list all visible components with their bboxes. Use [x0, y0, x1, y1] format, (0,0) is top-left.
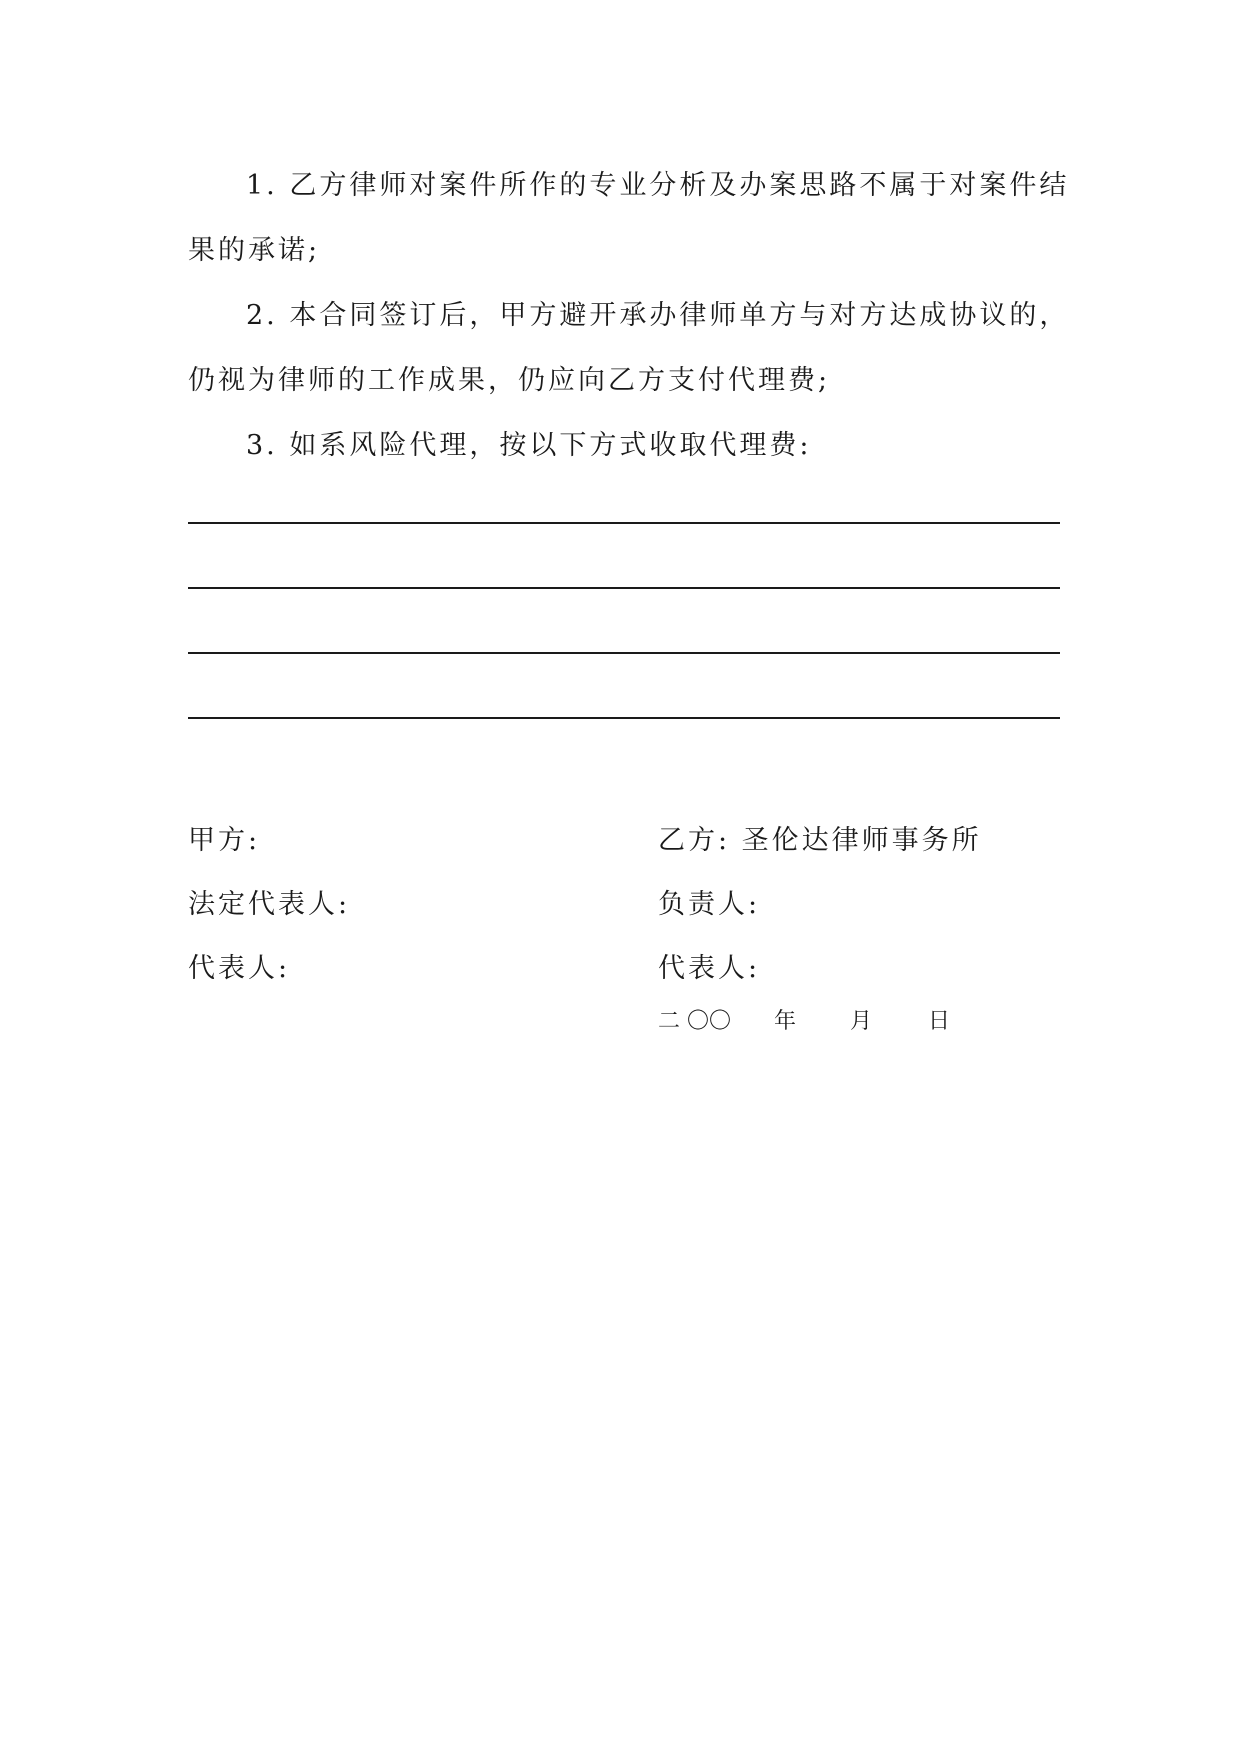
blank-line-2[interactable]	[188, 587, 1060, 589]
clause-2	[188, 283, 1070, 413]
clause-1-line-2: 果的承诺;	[188, 235, 321, 266]
party-a-rep-label: 代表人:	[188, 953, 291, 984]
blank-line-4[interactable]	[188, 717, 1060, 719]
clause-3	[188, 413, 1060, 478]
party-b-rep-label: 代表人:	[658, 953, 761, 984]
blank-line-1[interactable]	[188, 522, 1060, 524]
date-year-label: 年	[774, 1009, 797, 1034]
clause-3-line-1: 3. 如系风险代理，按以下方式收取代理费:	[246, 430, 812, 461]
clause-1	[188, 153, 1070, 283]
party-a-legal-rep-label: 法定代表人:	[188, 889, 351, 920]
clause-2-line-2: 仍视为律师的工作成果，仍应向乙方支付代理费;	[188, 365, 831, 396]
date-year-prefix: 二 〇〇	[658, 1009, 731, 1034]
clause-2-line-1: 2. 本合同签订后，甲方避开承办律师单方与对方达成协议的，	[246, 300, 1070, 331]
blank-line-3[interactable]	[188, 652, 1060, 654]
party-b-label: 乙方: 圣伦达律师事务所	[658, 825, 982, 856]
date-month-label: 月	[850, 1009, 873, 1034]
party-b-responsible-label: 负责人:	[658, 889, 761, 920]
clause-1-line-1: 1. 乙方律师对案件所作的专业分析及办案思路不属于对案件结	[246, 170, 1070, 201]
party-a-label: 甲方:	[188, 825, 261, 856]
date-day-label: 日	[928, 1009, 951, 1034]
